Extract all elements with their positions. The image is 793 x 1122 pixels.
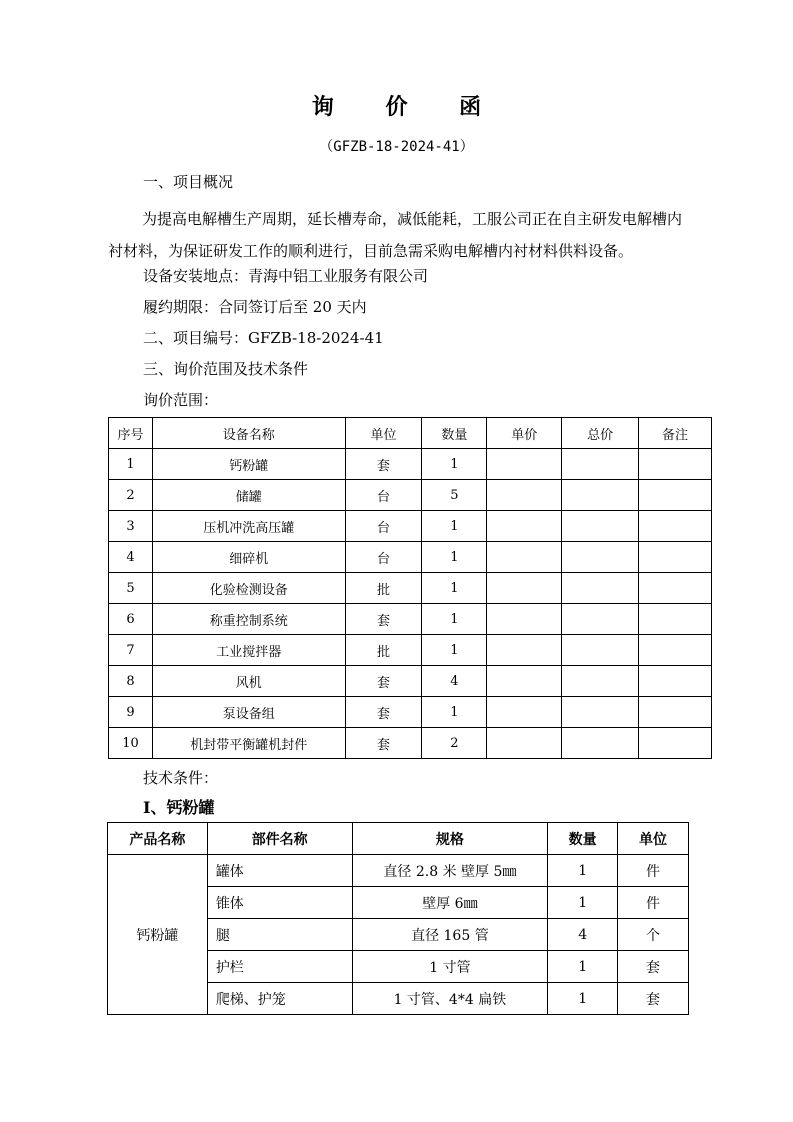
table-cell	[639, 511, 712, 542]
table-cell	[639, 635, 712, 666]
table-cell: 套	[345, 697, 422, 728]
table-cell: 套	[618, 951, 689, 983]
table-cell	[639, 449, 712, 480]
table-cell: 套	[345, 449, 422, 480]
table-header-row	[109, 418, 712, 449]
table-cell	[639, 697, 712, 728]
table-row	[109, 449, 712, 480]
table-cell: 1	[422, 542, 487, 573]
table-row	[109, 604, 712, 635]
table-cell	[562, 480, 639, 511]
table-cell	[562, 604, 639, 635]
table-cell	[562, 666, 639, 697]
document-code: （GFZB-18-2024-41）	[319, 139, 474, 155]
header-cell: 单位	[618, 823, 689, 855]
table-cell: 化验检测设备	[152, 573, 345, 604]
table-cell: 腿	[207, 919, 352, 951]
table-cell: 护栏	[207, 951, 352, 983]
table-cell: 套	[345, 604, 422, 635]
header-cell: 总价	[562, 418, 639, 449]
table-cell: 壁厚 6㎜	[352, 887, 548, 919]
table-cell: 4	[422, 666, 487, 697]
table-cell	[562, 542, 639, 573]
header-cell: 序号	[109, 418, 153, 449]
table-cell: 1	[548, 983, 618, 1015]
table-cell: 1	[422, 511, 487, 542]
header-cell: 部件名称	[207, 823, 352, 855]
table-cell	[639, 542, 712, 573]
table-cell: 2	[422, 728, 487, 759]
table-cell	[487, 449, 562, 480]
table-cell: 爬梯、护笼	[207, 983, 352, 1015]
table-cell	[639, 480, 712, 511]
table-cell: 直径 2.8 米 壁厚 5㎜	[352, 855, 548, 887]
table-cell: 个	[618, 919, 689, 951]
project-number: 二、项目编号：GFZB-18-2024-41	[143, 329, 384, 347]
table-cell: 1 寸管	[352, 951, 548, 983]
title-char: 询	[311, 94, 334, 120]
table-cell: 1	[422, 697, 487, 728]
header-cell: 产品名称	[108, 823, 208, 855]
table-cell	[562, 573, 639, 604]
table-cell	[639, 728, 712, 759]
table-cell: 称重控制系统	[152, 604, 345, 635]
table-cell: 9	[109, 697, 153, 728]
table-cell: 批	[345, 573, 422, 604]
table-cell: 罐体	[207, 855, 352, 887]
title-char: 函	[459, 94, 482, 120]
table-cell: 台	[345, 511, 422, 542]
sub-heading: Ⅰ、钙粉罐	[143, 798, 215, 817]
performance-period: 履约期限：合同签订后至 20 天内	[143, 298, 367, 316]
table-cell: 3	[109, 511, 153, 542]
scope-heading: 三、询价范围及技术条件	[143, 360, 309, 378]
table-cell: 1	[548, 887, 618, 919]
table-cell: 1	[422, 449, 487, 480]
table-cell: 套	[345, 728, 422, 759]
scope-label: 询价范围：	[143, 391, 219, 409]
table-cell: 压机冲洗高压罐	[152, 511, 345, 542]
overview-heading: 一、项目概况	[143, 173, 234, 191]
table-cell: 1	[109, 449, 153, 480]
table-cell: 5	[109, 573, 153, 604]
table-cell: 7	[109, 635, 153, 666]
table-cell	[562, 449, 639, 480]
table-cell	[487, 728, 562, 759]
table-cell: 6	[109, 604, 153, 635]
table-cell: 1	[422, 604, 487, 635]
table-cell: 1 寸管、4*4 扁铁	[352, 983, 548, 1015]
table-row	[109, 573, 712, 604]
table-cell: 套	[618, 983, 689, 1015]
table-cell	[562, 697, 639, 728]
table-cell	[487, 480, 562, 511]
intro-paragraph: 为提高电解槽生产周期，延长槽寿命，减低能耗，工服公司正在自主研发电解槽内衬材料，为保证研发工作的顺利进行，目前急需采购电解槽内衬材料供料设备。	[108, 210, 683, 260]
table-cell: 风机	[152, 666, 345, 697]
table-row	[108, 855, 689, 887]
install-location: 设备安装地点：青海中铝工业服务有限公司	[143, 267, 429, 285]
table-row	[109, 728, 712, 759]
table-cell: 10	[109, 728, 153, 759]
table-row	[109, 542, 712, 573]
product-name-cell: 钙粉罐	[108, 855, 208, 1015]
table-cell	[487, 511, 562, 542]
header-cell: 备注	[639, 418, 712, 449]
table-cell: 4	[548, 919, 618, 951]
table-cell	[562, 511, 639, 542]
table-cell: 工业搅拌器	[152, 635, 345, 666]
table-cell	[639, 573, 712, 604]
table-cell: 细碎机	[152, 542, 345, 573]
table-row	[109, 666, 712, 697]
header-cell: 数量	[422, 418, 487, 449]
table-cell: 件	[618, 855, 689, 887]
table-cell: 台	[345, 480, 422, 511]
header-cell: 设备名称	[152, 418, 345, 449]
table-cell	[487, 697, 562, 728]
table-cell	[562, 635, 639, 666]
table-cell: 1	[422, 573, 487, 604]
table-cell: 5	[422, 480, 487, 511]
header-cell: 单位	[345, 418, 422, 449]
table-cell: 批	[345, 635, 422, 666]
table-cell: 1	[422, 635, 487, 666]
table-cell	[487, 635, 562, 666]
table-row	[109, 697, 712, 728]
table-cell: 泵设备组	[152, 697, 345, 728]
table-cell	[562, 728, 639, 759]
table-row	[109, 511, 712, 542]
table-cell	[639, 604, 712, 635]
table-cell	[487, 604, 562, 635]
header-cell: 规格	[352, 823, 548, 855]
table-cell	[639, 666, 712, 697]
table-cell: 8	[109, 666, 153, 697]
document-title	[0, 90, 793, 121]
table-cell: 钙粉罐	[152, 449, 345, 480]
inquiry-table	[108, 417, 712, 759]
tech-label: 技术条件：	[143, 769, 219, 787]
table-cell: 4	[109, 542, 153, 573]
table-cell: 1	[548, 855, 618, 887]
table-header-row	[108, 823, 689, 855]
spec-table	[107, 822, 689, 1015]
table-cell: 套	[345, 666, 422, 697]
table-cell: 2	[109, 480, 153, 511]
table-cell: 锥体	[207, 887, 352, 919]
header-cell: 数量	[548, 823, 618, 855]
header-cell: 单价	[487, 418, 562, 449]
table-cell: 储罐	[152, 480, 345, 511]
table-cell: 直径 165 管	[352, 919, 548, 951]
table-cell: 件	[618, 887, 689, 919]
table-cell	[487, 666, 562, 697]
table-cell	[487, 573, 562, 604]
table-cell	[487, 542, 562, 573]
table-row	[109, 480, 712, 511]
table-cell: 台	[345, 542, 422, 573]
title-char: 价	[385, 94, 408, 120]
table-row	[109, 635, 712, 666]
table-cell: 机封带平衡罐机封件	[152, 728, 345, 759]
table-cell: 1	[548, 951, 618, 983]
